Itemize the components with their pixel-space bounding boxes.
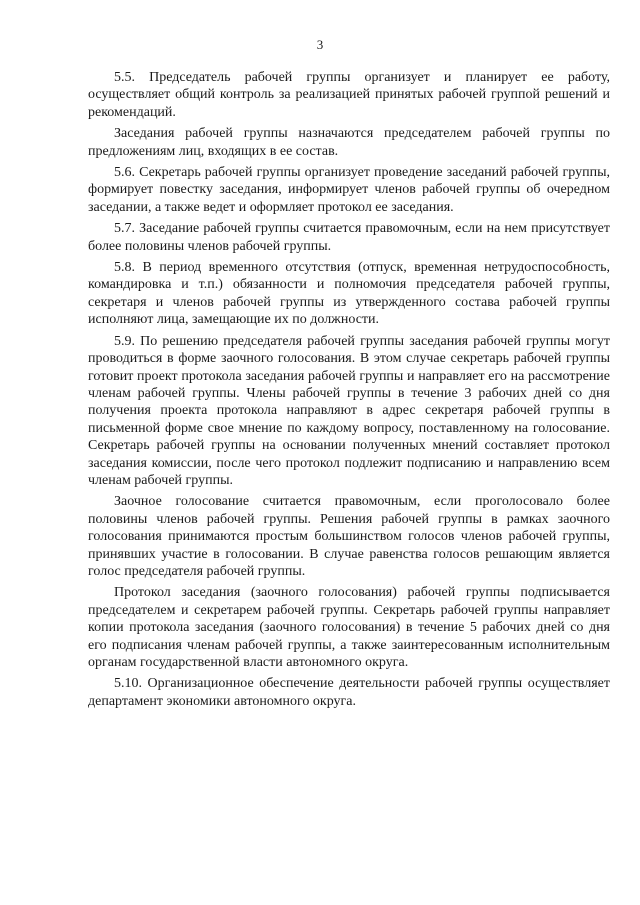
paragraph-5-7: 5.7. Заседание рабочей группы считается правомочным, если на нем присутствует более половины членов рабочей группы. <box>88 221 610 254</box>
paragraph-5-8: 5.8. В период временного отсутствия (отпуск, временная нетрудоспособность, командировка и т.п.) обязанности и полномочия председателя рабочей группы, секретаря и членов рабочей группы из утвержденного состава рабочей группы исполняют лица, замещающие их по должности. <box>88 260 610 328</box>
paragraph-absentee-voting: Заочное голосование считается правомочным, если проголосовало более половины членов рабочей группы. Решения рабочей группы в рамках заочного голосования принимаются простым большинством голосов членов рабочей группы, принявших участие в голосовании. В случае равенства голосов решающим является голос председателя рабочей группы. <box>88 494 610 579</box>
paragraph-5-5: 5.5. Председатель рабочей группы организует и планирует ее работу, осуществляет общий контроль за реализацией принятых рабочей группой решений и рекомендаций. <box>88 70 610 120</box>
document-body <box>88 69 610 714</box>
paragraph-5-9: 5.9. По решению председателя рабочей группы заседания рабочей группы могут проводиться в форме заочного голосования. В этом случае секретарь рабочей группы готовит проект протокола заседания рабочей группы и направляет его на рассмотрение членам рабочей группы. Члены рабочей группы в течение 3 рабочих дней со дня получения проекта протокола направляют в адрес секретаря рабочей группы в письменной форме свое мнение по каждому вопросу, поставленному на голосование. Секретарь рабочей группы на основании полученных мнений составляет протокол заседания комиссии, после чего протокол подлежит подписанию и направлению всем членам рабочей группы. <box>88 333 610 488</box>
paragraph-protocol-signing: Протокол заседания (заочного голосования) рабочей группы подписывается председателем и секретарем рабочей группы. Секретарь рабочей группы направляет копии протокола заседания (заочного голосования) в течение 5 рабочих дней со дня его подписания членам рабочей группы, а также заинтересованным исполнительным органам государственной власти автономного округа. <box>88 585 610 670</box>
paragraph-5-10: 5.10. Организационное обеспечение деятельности рабочей группы осуществляет департамент экономики автономного округа. <box>88 676 610 709</box>
paragraph-5-6: 5.6. Секретарь рабочей группы организует проведение заседаний рабочей группы, формирует повестку заседания, информирует членов рабочей группы об очередном заседании, а также ведет и оформляет протокол ее заседания. <box>88 165 610 215</box>
paragraph-meetings-scheduling: Заседания рабочей группы назначаются председателем рабочей группы по предложениям лиц, входящих в ее состав. <box>88 126 610 159</box>
page-number: 3 <box>316 37 324 52</box>
